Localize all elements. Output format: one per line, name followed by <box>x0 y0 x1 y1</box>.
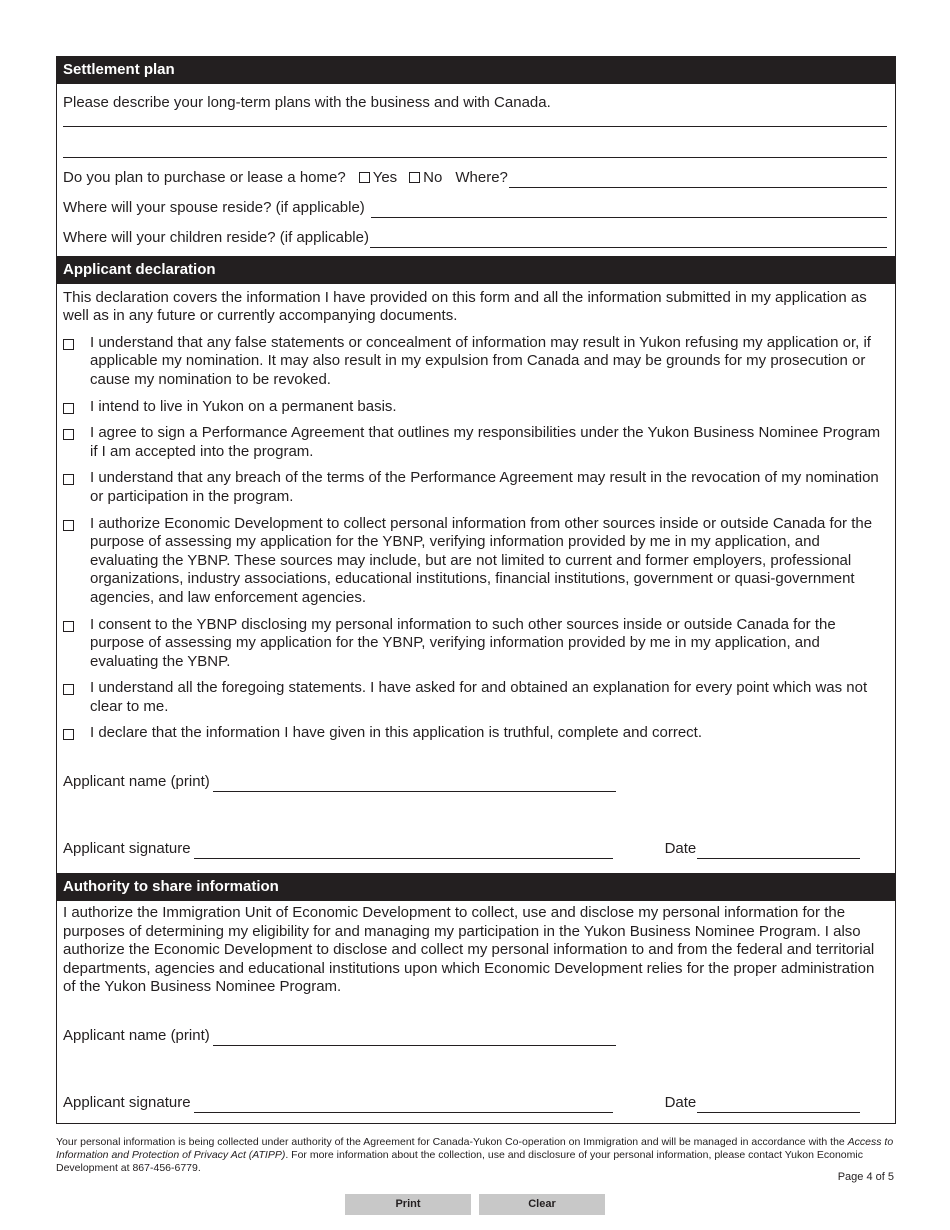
declaration-checkbox[interactable] <box>63 474 74 485</box>
declaration-checkbox[interactable] <box>63 621 74 632</box>
declaration-checkbox[interactable] <box>63 684 74 695</box>
home-yes-label: Yes <box>372 169 398 186</box>
authority-name-row <box>63 1024 887 1046</box>
applicant-declaration-header: Applicant declaration <box>57 256 895 284</box>
declaration-item <box>63 398 887 417</box>
authority-name-field[interactable] <box>213 1031 616 1046</box>
where-label: Where? <box>455 169 508 186</box>
authority-header: Authority to share information <box>57 873 895 901</box>
declaration-checkbox[interactable] <box>63 429 74 440</box>
declaration-intro: This declaration covers the information I have provided on this form and all the information submitted in my application as well as in any future or currently accompanying documents. <box>63 288 867 325</box>
settlement-plan-header: Settlement plan <box>57 56 895 84</box>
home-yes-checkbox[interactable] <box>359 172 370 183</box>
authority-text: I authorize the Immigration Unit of Economic Development to collect, use and disclose my personal information for the purposes of determining my eligibility for and managing my participation in the Yukon Business Nominee Program. I also authorize the Economic Development to disclose and collect my personal information to and from the federal and territorial departments, agencies and educational institutions upon which Economic Development relies for the proper administration of the Yukon Business Nominee Program. <box>63 904 875 996</box>
privacy-notice <box>56 1136 894 1175</box>
declaration-item <box>63 679 887 716</box>
long-term-plans-question: Please describe your long-term plans with the business and with Canada. <box>63 94 551 111</box>
where-field[interactable] <box>509 173 887 188</box>
authority-signature-label: Applicant signature <box>63 1094 191 1112</box>
declaration-signature-label: Applicant signature <box>63 840 191 858</box>
declaration-checkbox[interactable] <box>63 729 74 740</box>
applicant-declaration-section <box>57 284 895 873</box>
declaration-text: I authorize Economic Development to collect personal information from other sources inside or outside Canada for the purpose of assessing my application for the YBNP, verifying information provided by me in my application, and evaluating the YBNP. These sources may include, but are not limited to current and former employers, professional organizations, industry associations, educational institutions, financial institutions, government or quasi-government agencies, and law enforcement agencies. <box>90 514 873 606</box>
declaration-item <box>63 424 887 461</box>
declaration-text: I understand that any false statements or concealment of information may result in Yukon refusing my application or, if applicable my nomination. It may also result in my expulsion from Canada and may be grounds for my prosecution or cause my nomination to be revoked. <box>90 333 871 388</box>
declaration-item <box>63 469 887 506</box>
declaration-signature-field[interactable] <box>194 844 613 859</box>
declaration-text: I declare that the information I have given in this application is truthful, complete and correct. <box>90 724 702 742</box>
authority-name-label: Applicant name (print) <box>63 1027 210 1045</box>
declaration-text: I understand that any breach of the terms of the Performance Agreement may result in the revocation of my nomination or participation in the program. <box>90 469 879 505</box>
declaration-name-row <box>63 770 887 792</box>
spouse-field[interactable] <box>371 203 887 218</box>
form-container <box>56 56 896 1124</box>
declaration-signature-row <box>63 837 887 859</box>
settlement-plan-section <box>57 84 895 256</box>
declaration-date-label: Date <box>664 840 697 858</box>
authority-signature-field[interactable] <box>194 1098 613 1113</box>
declaration-text: I consent to the YBNP disclosing my personal information to such other sources inside or outside Canada for the purpose of assessing my application for the YBNP, verifying information provided by me in my application, and evaluating the YBNP. <box>90 615 836 670</box>
children-row <box>63 218 887 256</box>
clear-button[interactable]: Clear <box>479 1194 605 1215</box>
declaration-list <box>63 334 887 743</box>
declaration-date-field[interactable] <box>697 844 860 859</box>
declaration-item <box>63 616 887 672</box>
children-label: Where will your children reside? (if applicable) <box>63 229 369 246</box>
authority-date-field[interactable] <box>697 1098 860 1113</box>
home-question-label: Do you plan to purchase or lease a home? <box>63 169 346 186</box>
declaration-name-field[interactable] <box>213 777 616 792</box>
home-yes-option <box>359 169 397 188</box>
home-question-row <box>63 158 887 188</box>
privacy-notice-act: Access to Information and Protection of Privacy Act (ATIPP) <box>56 1136 894 1161</box>
privacy-notice-part2: . For more information about the collection, use and disclosure of your personal information, please contact Yukon Economic Development at 867-456-6779. <box>56 1149 863 1174</box>
declaration-checkbox[interactable] <box>63 339 74 350</box>
declaration-name-label: Applicant name (print) <box>63 773 210 791</box>
home-no-checkbox[interactable] <box>409 172 420 183</box>
spouse-row <box>63 188 887 218</box>
print-button[interactable]: Print <box>345 1194 471 1215</box>
declaration-checkbox[interactable] <box>63 403 74 414</box>
authority-section <box>57 901 895 1123</box>
declaration-text: I intend to live in Yukon on a permanent basis. <box>90 397 397 415</box>
declaration-text: I agree to sign a Performance Agreement that outlines my responsibilities under the Yukon Business Nominee Program if I am accepted into the program. <box>90 424 881 460</box>
authority-date-label: Date <box>664 1094 697 1112</box>
spouse-label: Where will your spouse reside? (if applicable) <box>63 199 365 216</box>
declaration-item <box>63 724 887 743</box>
authority-signature-row <box>63 1091 887 1113</box>
declaration-item <box>63 334 887 390</box>
declaration-text: I understand all the foregoing statements. I have asked for and obtained an explanation for every point which was not clear to me. <box>90 679 868 715</box>
home-no-option <box>409 169 442 188</box>
children-field[interactable] <box>370 233 887 248</box>
home-no-label: No <box>423 169 443 186</box>
page-number: Page 4 of 5 <box>837 1171 894 1183</box>
declaration-item <box>63 515 887 608</box>
privacy-notice-part1: Your personal information is being collected under authority of the Agreement for Canada-Yukon Co-operation on Immigration and will be managed in accordance with the <box>56 1136 848 1148</box>
declaration-checkbox[interactable] <box>63 520 74 531</box>
